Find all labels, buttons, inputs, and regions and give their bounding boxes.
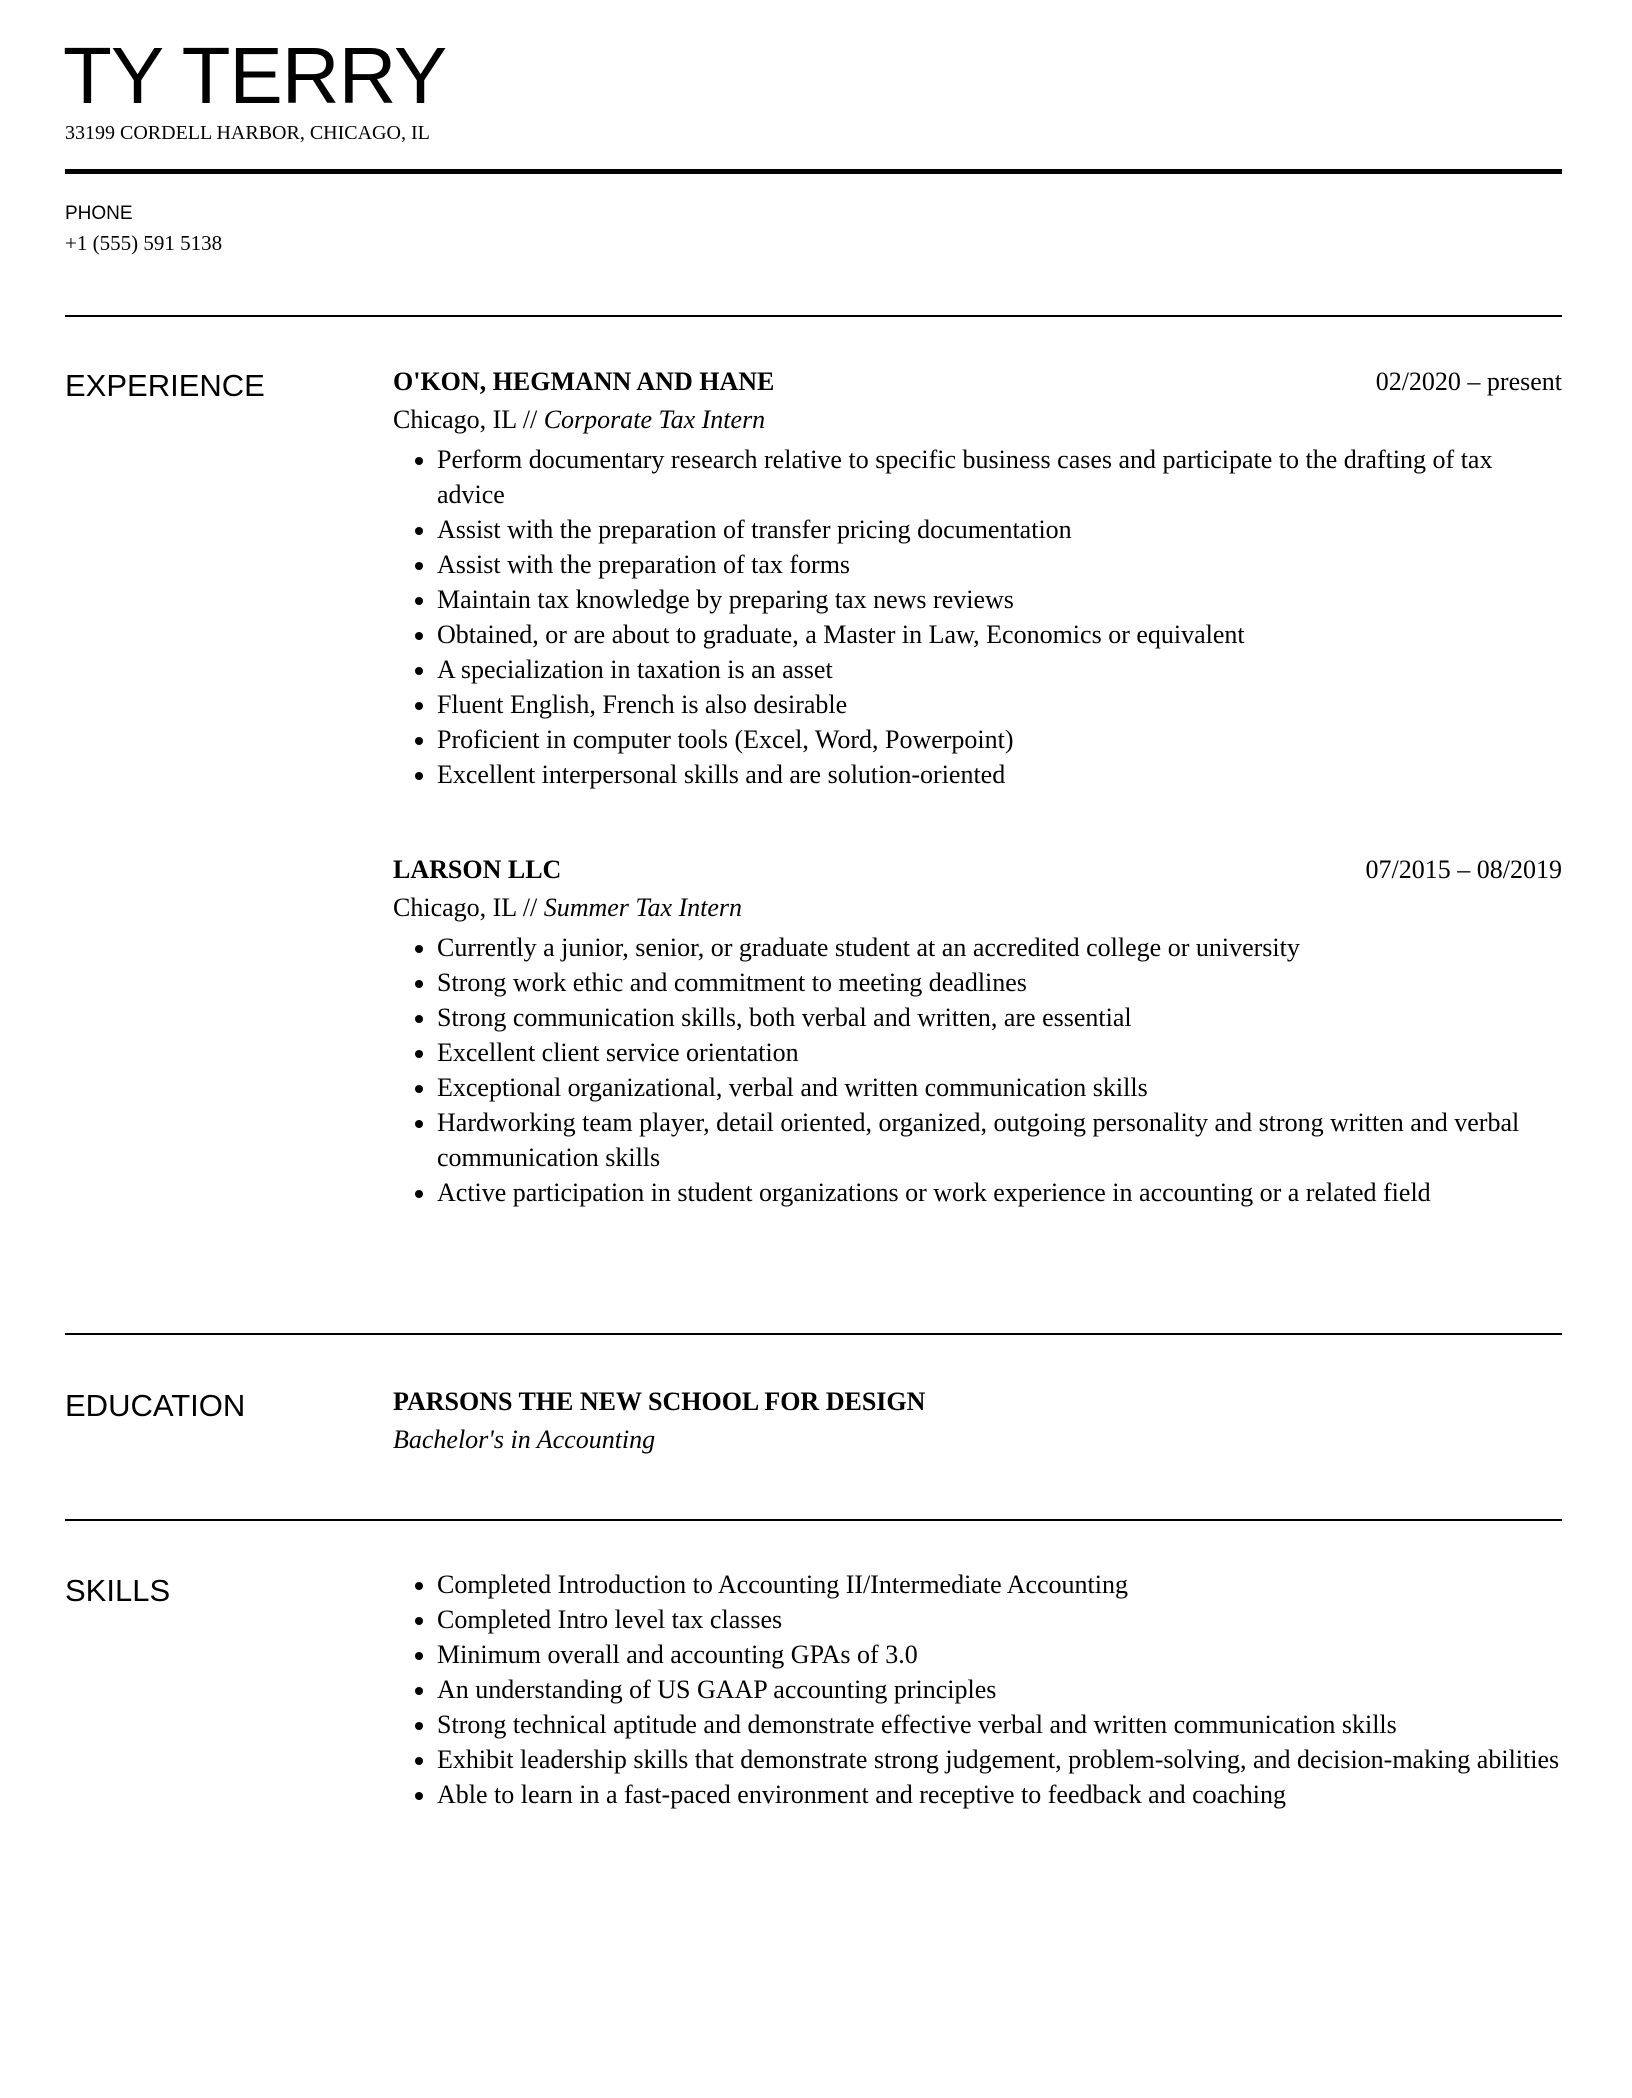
candidate-name: TY TERRY <box>63 31 447 120</box>
experience-list <box>393 364 1562 1210</box>
job-role: Summer Tax Intern <box>543 893 743 922</box>
bullet: • Active participation in student organizations or work experience in accounting or a related field <box>437 1175 1562 1210</box>
job-location: Chicago, IL <box>393 405 517 434</box>
skill-item: • Minimum overall and accounting GPAs of 3.0 <box>437 1637 1562 1672</box>
skill-item: • Exhibit leadership skills that demonstrate strong judgement, problem-solving, and decision-making abilities <box>437 1742 1562 1777</box>
skill-item: • Able to learn in a fast-paced environment and receptive to feedback and coaching <box>437 1777 1562 1812</box>
bullet: • Assist with the preparation of transfer pricing documentation <box>437 512 1562 547</box>
bullet: • Strong work ethic and commitment to meeting deadlines <box>437 965 1562 1000</box>
section-divider <box>65 1519 1562 1521</box>
phone-label: PHONE <box>65 203 133 224</box>
job-bullets <box>393 442 1562 792</box>
education-title: EDUCATION <box>65 1388 246 1423</box>
bullet: • Exceptional organizational, verbal and written communication skills <box>437 1070 1562 1105</box>
separator: // <box>516 893 544 922</box>
job-bullets <box>393 930 1562 1210</box>
phone-number: +1 (555) 591 5138 <box>65 231 223 255</box>
bullet: • Hardworking team player, detail oriented, organized, outgoing personality and strong written and verbal communication skills <box>437 1105 1562 1175</box>
degree: Bachelor's in Accounting <box>393 1425 656 1454</box>
education-entry <box>393 1384 1562 1460</box>
skill-item: • An understanding of US GAAP accounting principles <box>437 1672 1562 1707</box>
section-divider <box>65 315 1562 317</box>
bullet: • Excellent client service orientation <box>437 1035 1562 1070</box>
section-divider <box>65 1333 1562 1335</box>
skill-item: • Strong technical aptitude and demonstrate effective verbal and written communication skills <box>437 1707 1562 1742</box>
school-name: PARSONS THE NEW SCHOOL FOR DESIGN <box>393 1387 926 1416</box>
bullet: • Proficient in computer tools (Excel, Word, Powerpoint) <box>437 722 1562 757</box>
header-divider <box>65 169 1562 174</box>
job-dates: 02/2020 – present <box>1375 367 1562 396</box>
bullet: • A specialization in taxation is an asset <box>437 652 1562 687</box>
bullet: • Obtained, or are about to graduate, a Master in Law, Economics or equivalent <box>437 617 1562 652</box>
skills-title: SKILLS <box>65 1573 171 1608</box>
address: 33199 CORDELL HARBOR, CHICAGO, IL <box>65 122 430 144</box>
bullet: • Excellent interpersonal skills and are solution-oriented <box>437 757 1562 792</box>
bullet: • Strong communication skills, both verbal and written, are essential <box>437 1000 1562 1035</box>
skill-item: • Completed Intro level tax classes <box>437 1602 1562 1637</box>
job-dates: 07/2015 – 08/2019 <box>1365 855 1562 884</box>
bullet: • Currently a junior, senior, or graduate student at an accredited college or university <box>437 930 1562 965</box>
bullet: • Assist with the preparation of tax forms <box>437 547 1562 582</box>
job-entry <box>393 364 1562 792</box>
job-role: Corporate Tax Intern <box>543 405 766 434</box>
company-name: LARSON LLC <box>393 855 562 884</box>
bullet: • Maintain tax knowledge by preparing tax news reviews <box>437 582 1562 617</box>
experience-title: EXPERIENCE <box>65 368 265 403</box>
bullet: • Perform documentary research relative to specific business cases and participate to the drafting of tax advice <box>437 442 1562 512</box>
skill-item: • Completed Introduction to Accounting II/Intermediate Accounting <box>437 1567 1562 1602</box>
job-entry <box>393 852 1562 1210</box>
separator: // <box>516 405 544 434</box>
job-location: Chicago, IL <box>393 893 517 922</box>
skills-list <box>393 1567 1562 1812</box>
company-name: O'KON, HEGMANN AND HANE <box>393 367 775 396</box>
bullet: • Fluent English, French is also desirable <box>437 687 1562 722</box>
